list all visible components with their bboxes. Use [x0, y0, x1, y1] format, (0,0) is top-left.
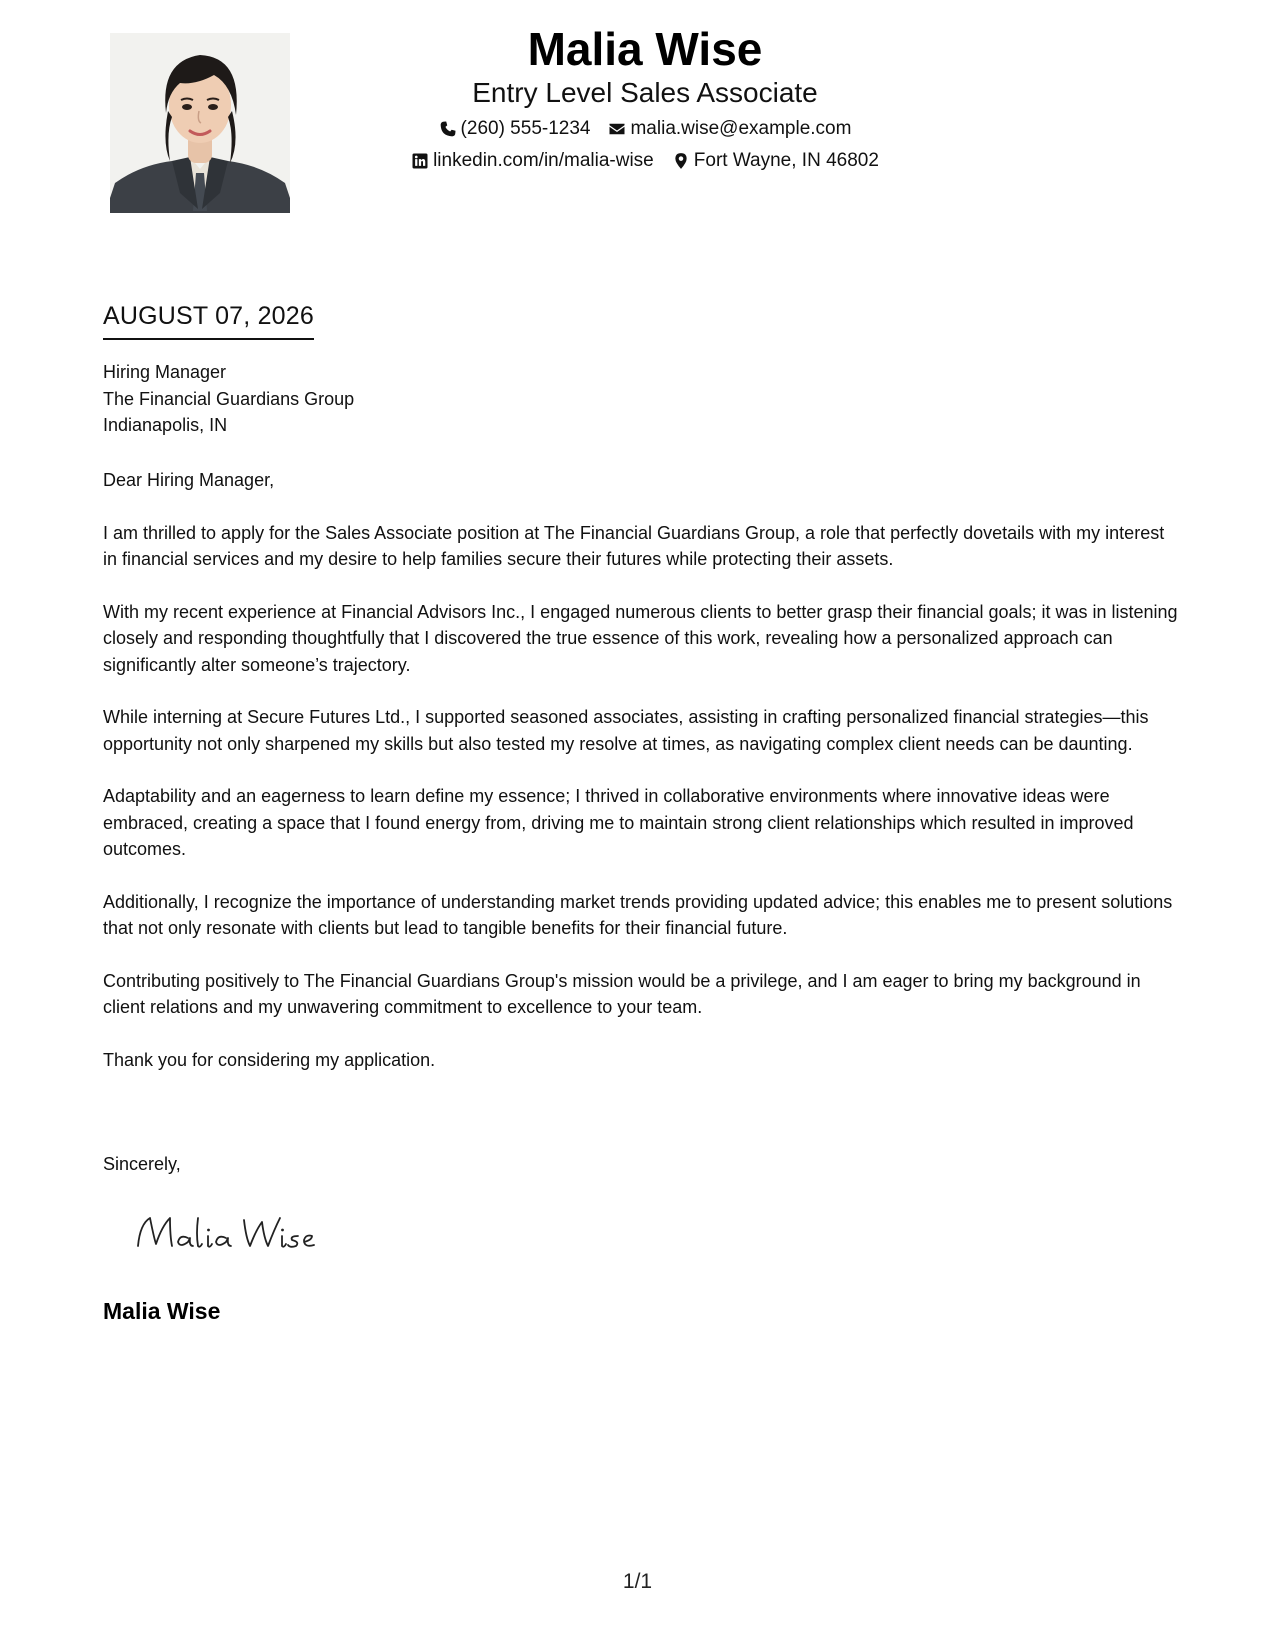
body-paragraph: While interning at Secure Futures Ltd., I supported seasoned associates, assisting in crafting personalized financial strategies—this opportunity not only sharpened my skills but also tested my resolve at times, as navigating complex client needs can be daunting.: [103, 707, 1149, 754]
signed-name: Malia Wise: [103, 1298, 221, 1324]
contact-phone: [439, 116, 591, 142]
body-paragraph: With my recent experience at Financial Advisors Inc., I engaged numerous clients to better grasp their financial goals; it was in listening closely and responding thoughtfully that I discovered the true essence of this work, revealing how a personalized approach can significantly alter someone’s trajectory.: [103, 601, 1178, 675]
body-paragraph: Additionally, I recognize the importance of understanding market trends providing updated advice; this enables me to present solutions that not only resonate with clients but lead to tangible benefits for their financial future.: [103, 891, 1173, 938]
contact-linkedin: [411, 148, 654, 174]
letter-date: AUGUST 07, 2026: [103, 300, 314, 340]
linkedin-url: linkedin.com/in/malia-wise: [433, 150, 654, 171]
envelope-icon: [608, 120, 626, 138]
body-paragraph: I am thrilled to apply for the Sales Associate position at The Financial Guardians Group, a role that perfectly dovetails with my interest in financial services and my desire to help families secure their futures while protecting their assets.: [103, 522, 1165, 569]
job-title: Entry Level Sales Associate: [472, 77, 818, 108]
page-number: 1/1: [622, 1570, 653, 1593]
recipient-block: [103, 359, 354, 439]
recipient-company: The Financial Guardians Group: [103, 388, 355, 409]
recipient-location: Indianapolis, IN: [103, 415, 228, 435]
handwritten-signature: [132, 1208, 332, 1263]
recipient-title: Hiring Manager: [103, 362, 227, 382]
phone-number: (260) 555-1234: [460, 118, 591, 139]
salutation: Dear Hiring Manager,: [103, 470, 275, 490]
contact-location: [672, 148, 879, 174]
phone-icon: [439, 120, 457, 138]
closing: Sincerely,: [103, 1154, 181, 1174]
body-paragraph: Adaptability and an eagerness to learn define my essence; I thrived in collaborative environments where innovative ideas were embraced, creating a space that I found energy from, driving me to maintain strong client relationships which resulted in improved outcomes.: [103, 786, 1134, 859]
location: Fort Wayne, IN 46802: [693, 150, 879, 171]
profile-photo: [110, 33, 290, 213]
letter-header: [345, 22, 945, 174]
contact-email: [608, 116, 851, 142]
contact-row-2: [345, 148, 945, 174]
email-address: malia.wise@example.com: [630, 118, 852, 139]
applicant-name: Malia Wise: [527, 23, 763, 75]
body-paragraph: Contributing positively to The Financial Guardians Group's mission would be a privilege, and I am eager to bring my background in client relations and my unwavering commitment to excellence to your team.: [103, 970, 1141, 1017]
thank-you-line: Thank you for considering my application.: [103, 1049, 436, 1070]
map-pin-icon: [672, 152, 690, 170]
linkedin-icon: [411, 152, 429, 170]
letter-body: [103, 467, 1178, 1099]
contact-row-1: [345, 116, 945, 142]
